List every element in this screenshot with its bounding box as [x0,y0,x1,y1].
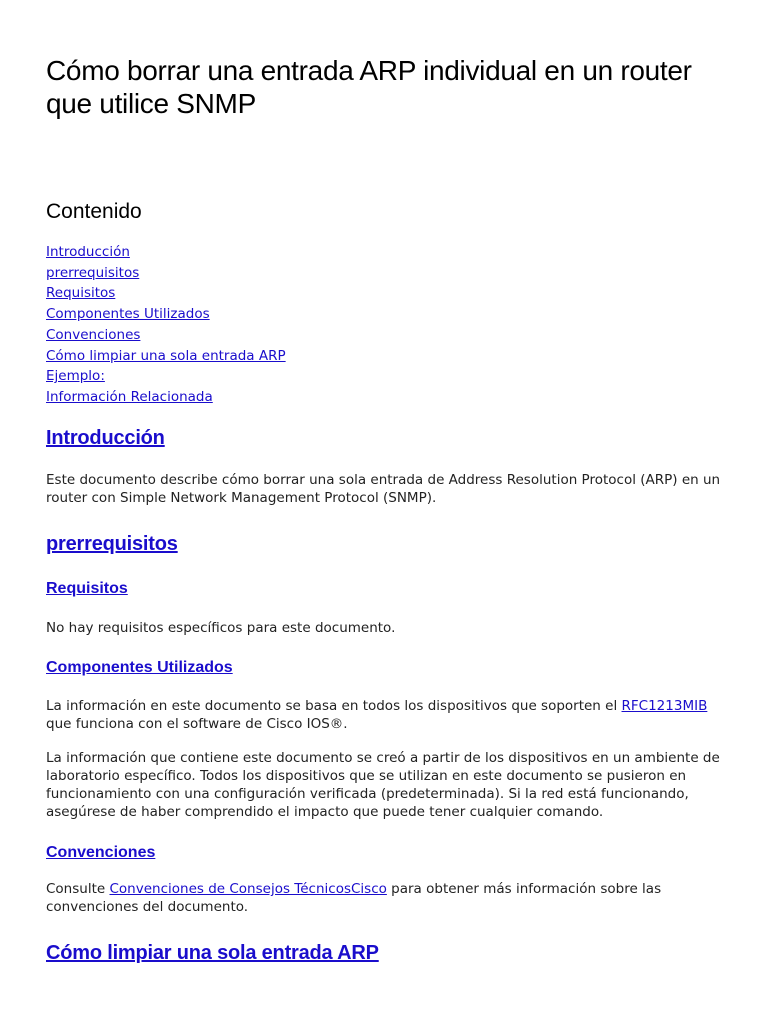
section-componentes [46,657,233,678]
convenciones-paragraph [46,880,726,916]
toc-item [46,387,722,408]
toc-link-componentes[interactable]: Componentes Utilizados [46,306,210,323]
section-limpiar-entrada-arp [46,941,379,965]
toc-link-convenciones[interactable]: Convenciones [46,326,141,343]
page-title: Cómo borrar una entrada ARP individual en un router que utilice SNMP [46,55,692,119]
toc-item [46,346,722,367]
section-heading-requisitos[interactable]: Requisitos [46,580,128,597]
toc-link-introduccion[interactable]: Introducción [46,244,130,260]
section-introduccion-body [46,471,726,507]
toc-item [46,263,722,284]
section-convenciones-body [46,880,726,916]
toc-link-requisitos[interactable]: Requisitos [46,285,116,302]
componentes-text-before: La información en este documento se basa en todos los dispositivos que soporten el [46,698,622,714]
toc-heading: Contenido [46,200,142,223]
section-heading-limpiar-entrada-arp[interactable]: Cómo limpiar una sola entrada ARP [46,942,379,964]
section-requisitos [46,578,128,599]
componentes-paragraph-2: La información que contiene este documento se creó a partir de los dispositivos en un ambiente de laboratorio específico. Todos los dispositivos que se utilizan en este documento se pusieron en funcionamiento con una configuración verificada (predeterminada). Si la red está funcionando, asegúrese de haber comprendido el impacto que puede tener cualquier comando. [46,750,720,820]
section-prerrequisitos [46,532,178,556]
toc-link-informacion-relacionada[interactable]: Información Relacionada [46,388,213,405]
toc-item [46,304,722,325]
section-heading-convenciones[interactable]: Convenciones [46,844,156,861]
table-of-contents [46,242,722,408]
toc-link-limpiar-entrada-arp[interactable]: Cómo limpiar una sola entrada ARP [46,347,286,364]
componentes-text-after: que funciona con el software de Cisco IOS®. [46,716,348,732]
section-heading-introduccion[interactable]: Introducción [46,427,165,449]
rfc1213mib-link[interactable]: RFC1213MIB [621,698,708,714]
componentes-paragraph-1 [46,697,726,733]
toc-item [46,366,722,387]
convenciones-link[interactable]: Convenciones de Consejos TécnicosCisco [109,881,387,897]
section-componentes-body-2 [46,749,726,821]
toc-item [46,242,722,263]
convenciones-text-after: para obtener más información sobre las convenciones del documento. [46,881,662,915]
toc-item [46,325,722,346]
toc-link-prerrequisitos[interactable]: prerrequisitos [46,264,140,281]
intro-paragraph: Este documento describe cómo borrar una sola entrada de Address Resolution Protocol (ARP) en un router con Simple Network Management Protocol (SNMP). [46,472,721,506]
convenciones-text-before: Consulte [46,881,110,897]
section-introduccion [46,426,165,450]
section-requisitos-body [46,619,726,637]
document-page [0,0,768,408]
section-heading-componentes[interactable]: Componentes Utilizados [46,659,233,676]
toc-item [46,283,722,304]
toc-link-ejemplo[interactable]: Ejemplo: [46,368,105,385]
section-heading-prerrequisitos[interactable]: prerrequisitos [46,533,178,555]
requisitos-paragraph: No hay requisitos específicos para este documento. [46,620,396,636]
section-convenciones [46,842,155,863]
section-componentes-body [46,697,726,733]
